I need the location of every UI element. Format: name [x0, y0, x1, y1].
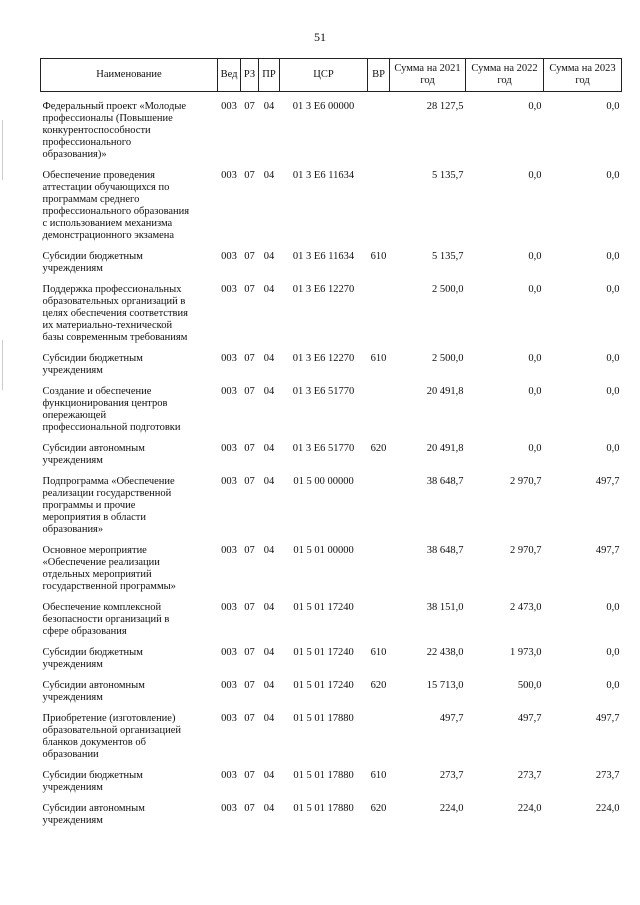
cell-ved: 003 [221, 803, 237, 814]
cell-name-line: образовании [42, 749, 99, 760]
cell-name [41, 803, 218, 827]
cell-ved: 003 [221, 545, 237, 556]
row-spacer [41, 794, 622, 803]
header-sum-2023: Сумма на 2023 год [544, 59, 622, 92]
cell-pr: 04 [263, 353, 275, 364]
cell-csr: 01 5 01 17240 [293, 602, 354, 613]
table-row [41, 101, 622, 161]
cell-sum-2021: 20 491,8 [426, 443, 464, 454]
cell-pr: 04 [263, 476, 275, 487]
cell-name-line: учреждениям [42, 455, 103, 466]
budget-table [40, 58, 622, 827]
cell-ved: 003 [221, 101, 237, 112]
table-row [41, 647, 622, 671]
header-ved: Вед [218, 59, 241, 92]
row-spacer [41, 467, 622, 476]
cell-name-line: аттестации обучающихся по [42, 182, 170, 193]
cell-pr: 04 [263, 680, 275, 691]
cell-sum-2021: 2 500,0 [432, 353, 464, 364]
cell-sum-2023: 0,0 [606, 443, 620, 454]
cell-name-line: отдельных мероприятий [42, 569, 152, 580]
cell-name-line: безопасности организаций в [42, 614, 170, 625]
cell-sum-2021: 5 135,7 [432, 170, 464, 181]
cell-name-line: учреждениям [42, 782, 103, 793]
cell-sum-2022: 0,0 [528, 386, 542, 397]
cell-sum-2021: 273,7 [439, 770, 464, 781]
cell-sum-2023: 0,0 [606, 284, 620, 295]
cell-sum-2023: 0,0 [606, 680, 620, 691]
cell-sum-2022: 0,0 [528, 251, 542, 262]
cell-name-line: демонстрационного экзамена [42, 230, 175, 241]
cell-vr: 620 [370, 443, 387, 454]
cell-sum-2023: 273,7 [595, 770, 620, 781]
cell-name-line: Приобретение (изготовление) [42, 713, 176, 724]
cell-ved: 003 [221, 476, 237, 487]
cell-name-line: программы и прочие [42, 500, 136, 511]
cell-sum-2022: 500,0 [517, 680, 542, 691]
cell-name-line: опережающей [42, 410, 107, 421]
cell-csr: 01 3 Е6 11634 [292, 170, 355, 181]
cell-name-line: реализации государственной [42, 488, 172, 499]
cell-name-line: образования» [42, 524, 104, 535]
cell-csr: 01 3 Е6 51770 [292, 443, 355, 454]
cell-sum-2023: 0,0 [606, 602, 620, 613]
cell-rz: 07 [244, 170, 255, 181]
cell-sum-2022: 224,0 [517, 803, 542, 814]
cell-pr: 04 [263, 386, 275, 397]
cell-name-line: Субсидии автономным [42, 803, 145, 814]
cell-vr: 610 [370, 251, 387, 262]
cell-sum-2021: 38 648,7 [426, 545, 464, 556]
cell-name-line: Субсидии автономным [42, 680, 145, 691]
table-row [41, 284, 622, 344]
cell-sum-2023: 0,0 [606, 647, 620, 658]
cell-name [41, 443, 218, 467]
cell-vr [368, 284, 390, 344]
cell-name [41, 713, 218, 761]
cell-rz: 07 [244, 602, 255, 613]
cell-pr: 04 [263, 443, 275, 454]
cell-csr: 01 5 01 17240 [293, 647, 354, 658]
row-spacer [41, 704, 622, 713]
cell-csr: 01 5 01 00000 [293, 545, 354, 556]
cell-sum-2023: 0,0 [606, 170, 620, 181]
cell-name [41, 251, 218, 275]
cell-sum-2023: 224,0 [595, 803, 620, 814]
cell-rz: 07 [244, 284, 255, 295]
cell-vr [368, 170, 390, 242]
cell-rz: 07 [244, 251, 255, 262]
cell-name [41, 476, 218, 536]
cell-vr: 620 [370, 803, 387, 814]
cell-name [41, 680, 218, 704]
cell-name-line: Основное мероприятие [42, 545, 147, 556]
table-row [41, 803, 622, 827]
cell-name-line: образовательных организаций в [42, 296, 186, 307]
table-body [41, 92, 622, 828]
cell-sum-2021: 497,7 [439, 713, 464, 724]
table-row [41, 353, 622, 377]
cell-vr: 610 [370, 647, 387, 658]
cell-name [41, 602, 218, 638]
cell-pr: 04 [263, 284, 275, 295]
cell-sum-2022: 0,0 [528, 170, 542, 181]
cell-name-line: Субсидии бюджетным [42, 770, 143, 781]
cell-vr: 610 [370, 770, 387, 781]
header-pr: ПР [259, 59, 280, 92]
cell-name-line: Поддержка профессиональных [42, 284, 182, 295]
cell-vr: 610 [370, 353, 387, 364]
row-spacer [41, 434, 622, 443]
cell-name-line: учреждениям [42, 659, 103, 670]
row-spacer [41, 242, 622, 251]
table-row [41, 443, 622, 467]
cell-csr: 01 5 00 00000 [293, 476, 354, 487]
cell-name-line: Субсидии автономным [42, 443, 145, 454]
cell-name-line: базы современным требованиям [42, 332, 188, 343]
table-row [41, 545, 622, 593]
cell-name-line: Создание и обеспечение [42, 386, 152, 397]
cell-sum-2023: 0,0 [606, 386, 620, 397]
row-spacer [41, 377, 622, 386]
cell-name-line: профессиональной подготовки [42, 422, 181, 433]
cell-name [41, 284, 218, 344]
cell-rz: 07 [244, 545, 255, 556]
cell-name [41, 647, 218, 671]
cell-sum-2021: 15 713,0 [426, 680, 464, 691]
row-spacer [41, 671, 622, 680]
cell-name-line: учреждениям [42, 263, 103, 274]
cell-rz: 07 [244, 476, 255, 487]
row-spacer [41, 161, 622, 170]
row-spacer [41, 536, 622, 545]
cell-pr: 04 [263, 251, 275, 262]
cell-name-line: целях обеспечения соответствия [42, 308, 188, 319]
cell-name-line: учреждениям [42, 365, 103, 376]
cell-vr [368, 476, 390, 536]
cell-sum-2022: 273,7 [517, 770, 542, 781]
cell-ved: 003 [221, 602, 237, 613]
cell-csr: 01 3 Е6 00000 [292, 101, 355, 112]
table-row [41, 476, 622, 536]
cell-csr: 01 3 Е6 12270 [292, 353, 355, 364]
cell-csr: 01 5 01 17880 [293, 770, 354, 781]
cell-ved: 003 [221, 251, 237, 262]
cell-rz: 07 [244, 101, 255, 112]
cell-rz: 07 [244, 803, 255, 814]
cell-name [41, 101, 218, 161]
header-rz: РЗ [241, 59, 259, 92]
cell-name-line: профессионального [42, 137, 132, 148]
header-name: Наименование [41, 59, 218, 92]
cell-rz: 07 [244, 647, 255, 658]
cell-sum-2022: 0,0 [528, 284, 542, 295]
row-spacer [41, 638, 622, 647]
cell-pr: 04 [263, 545, 275, 556]
header-vr: ВР [368, 59, 390, 92]
cell-name-line: Федеральный проект «Молодые [42, 101, 187, 112]
cell-name-line: Субсидии бюджетным [42, 353, 143, 364]
cell-rz: 07 [244, 680, 255, 691]
cell-ved: 003 [221, 680, 237, 691]
cell-ved: 003 [221, 170, 237, 181]
cell-sum-2022: 2 970,7 [510, 476, 542, 487]
cell-name-line: функционирования центров [42, 398, 168, 409]
cell-name-line: учреждениям [42, 815, 103, 826]
cell-rz: 07 [244, 386, 255, 397]
cell-sum-2021: 38 648,7 [426, 476, 464, 487]
cell-name-line: Субсидии бюджетным [42, 647, 143, 658]
cell-pr: 04 [263, 170, 275, 181]
cell-name-line: Обеспечение проведения [42, 170, 155, 181]
cell-ved: 003 [221, 386, 237, 397]
cell-sum-2021: 22 438,0 [426, 647, 464, 658]
cell-sum-2021: 20 491,8 [426, 386, 464, 397]
cell-sum-2022: 2 970,7 [510, 545, 542, 556]
cell-sum-2023: 497,7 [595, 476, 620, 487]
cell-name-line: сфере образования [42, 626, 127, 637]
row-spacer [41, 593, 622, 602]
cell-pr: 04 [263, 602, 275, 613]
header-sum-2022: Сумма на 2022 год [466, 59, 544, 92]
cell-sum-2021: 5 135,7 [432, 251, 464, 262]
cell-csr: 01 3 Е6 11634 [292, 251, 355, 262]
cell-sum-2022: 1 973,0 [510, 647, 542, 658]
cell-sum-2021: 28 127,5 [426, 101, 464, 112]
cell-sum-2021: 2 500,0 [432, 284, 464, 295]
cell-pr: 04 [263, 770, 275, 781]
table-row [41, 386, 622, 434]
cell-ved: 003 [221, 284, 237, 295]
table-row [41, 251, 622, 275]
cell-name-line: «Обеспечение реализации [42, 557, 160, 568]
cell-rz: 07 [244, 770, 255, 781]
table-row [41, 713, 622, 761]
scan-edge-mark [2, 340, 3, 390]
table-row [41, 170, 622, 242]
cell-ved: 003 [221, 770, 237, 781]
table-row [41, 602, 622, 638]
cell-name-line: образовательной организацией [42, 725, 181, 736]
cell-rz: 07 [244, 353, 255, 364]
cell-csr: 01 5 01 17880 [293, 713, 354, 724]
cell-pr: 04 [263, 647, 275, 658]
row-spacer [41, 761, 622, 770]
cell-sum-2022: 0,0 [528, 101, 542, 112]
table-row [41, 770, 622, 794]
cell-sum-2023: 497,7 [595, 545, 620, 556]
cell-sum-2021: 38 151,0 [426, 602, 464, 613]
cell-rz: 07 [244, 443, 255, 454]
cell-pr: 04 [263, 101, 275, 112]
cell-name [41, 170, 218, 242]
scan-edge-mark [2, 120, 3, 180]
cell-name-line: государственной программы» [42, 581, 176, 592]
cell-name [41, 770, 218, 794]
cell-name-line: мероприятия в области [42, 512, 146, 523]
cell-csr: 01 3 Е6 12270 [292, 284, 355, 295]
cell-csr: 01 3 Е6 51770 [292, 386, 355, 397]
row-spacer [41, 275, 622, 284]
cell-name-line: профессионалы (Повышение [42, 113, 173, 124]
cell-vr [368, 602, 390, 638]
cell-rz: 07 [244, 713, 255, 724]
cell-ved: 003 [221, 443, 237, 454]
cell-vr [368, 101, 390, 161]
cell-csr: 01 5 01 17880 [293, 803, 354, 814]
cell-sum-2022: 0,0 [528, 353, 542, 364]
cell-name-line: Обеспечение комплексной [42, 602, 162, 613]
cell-name-line: программам среднего [42, 194, 140, 205]
cell-ved: 003 [221, 353, 237, 364]
cell-sum-2022: 2 473,0 [510, 602, 542, 613]
row-spacer [41, 344, 622, 353]
cell-name-line: конкурентоспособности [42, 125, 151, 136]
cell-name-line: с использованием механизма [42, 218, 173, 229]
cell-name-line: бланков документов об [42, 737, 146, 748]
header-csr: ЦСР [280, 59, 368, 92]
header-row [41, 59, 622, 92]
cell-sum-2023: 0,0 [606, 353, 620, 364]
cell-name-line: Подпрограмма «Обеспечение [42, 476, 175, 487]
cell-sum-2022: 497,7 [517, 713, 542, 724]
row-spacer [41, 92, 622, 102]
cell-sum-2023: 497,7 [595, 713, 620, 724]
cell-name-line: их материально-технической [42, 320, 173, 331]
cell-name [41, 353, 218, 377]
header-sum-2021: Сумма на 2021 год [390, 59, 466, 92]
page-number: 51 [314, 30, 326, 44]
cell-name-line: Субсидии бюджетным [42, 251, 143, 262]
cell-pr: 04 [263, 803, 275, 814]
table-row [41, 680, 622, 704]
cell-sum-2021: 224,0 [439, 803, 464, 814]
cell-name [41, 545, 218, 593]
cell-csr: 01 5 01 17240 [293, 680, 354, 691]
cell-vr: 620 [370, 680, 387, 691]
cell-vr [368, 386, 390, 434]
cell-sum-2022: 0,0 [528, 443, 542, 454]
cell-name-line: профессионального образования [42, 206, 190, 217]
cell-name [41, 386, 218, 434]
cell-sum-2023: 0,0 [606, 101, 620, 112]
cell-vr [368, 545, 390, 593]
cell-name-line: образования)» [42, 149, 107, 160]
cell-vr [368, 713, 390, 761]
cell-sum-2023: 0,0 [606, 251, 620, 262]
cell-name-line: учреждениям [42, 692, 103, 703]
cell-ved: 003 [221, 713, 237, 724]
cell-ved: 003 [221, 647, 237, 658]
cell-pr: 04 [263, 713, 275, 724]
